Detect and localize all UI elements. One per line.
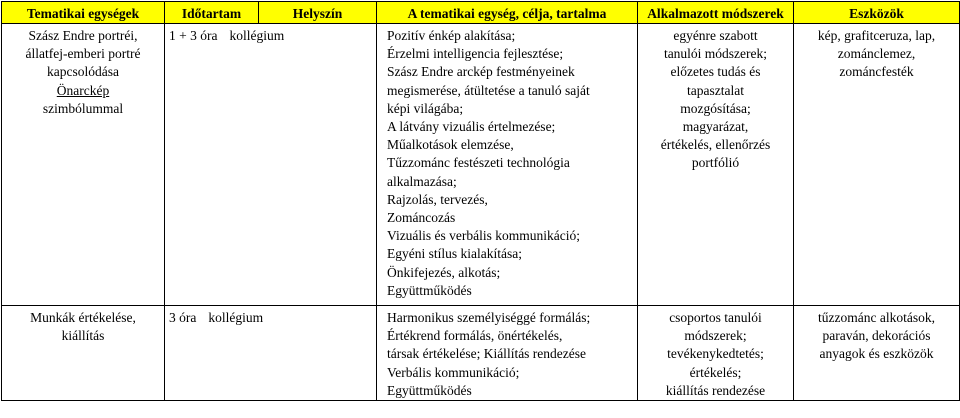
cell-duration-place <box>165 306 377 401</box>
unit-line: Szász Endre portréi, <box>28 28 138 43</box>
cell-methods <box>638 24 794 306</box>
header-duration: Időtartam <box>165 2 259 24</box>
tools-line: tűzzománc alkotások, <box>818 310 935 325</box>
unit-line: Munkák értékelése, <box>30 310 136 325</box>
curriculum-table <box>1 1 960 401</box>
unit-line: állatfej-emberi portré <box>25 46 141 62</box>
header-place: Helyszín <box>259 2 377 24</box>
methods-line: egyénre szabott <box>673 28 758 43</box>
tools-line: paraván, dekorációs <box>822 328 931 344</box>
methods-line: módszerek; <box>684 328 747 344</box>
content-line: Zománcozás <box>387 210 456 226</box>
content-line: alkalmazása; <box>387 173 457 189</box>
place-value: kollégium <box>208 310 264 325</box>
tools-line: zománclemez, <box>837 46 916 62</box>
content-line: Egyéni stílus kialakítása; <box>387 246 522 262</box>
content-line: Önkifejezés, alkotás; <box>387 264 501 280</box>
unit-line: kapcsolódása <box>47 64 119 80</box>
duration-value: 1 + 3 óra <box>169 28 218 43</box>
content-line: Vizuális és verbális kommunikáció; <box>387 228 581 244</box>
table-row <box>2 24 960 306</box>
content-line: Verbális kommunikáció; <box>387 364 520 380</box>
cell-unit <box>2 306 165 401</box>
cell-duration-place <box>165 24 377 306</box>
methods-line: magyarázat, <box>682 119 749 135</box>
cell-content <box>377 24 638 306</box>
content-line: Értékrend formálás, önértékelés, <box>387 328 563 344</box>
tools-line: zománcfesték <box>839 64 914 80</box>
content-line: Szász Endre arckép festményeinek <box>387 64 575 80</box>
content-line: Tűzzománc festészeti technológia <box>387 155 570 171</box>
methods-line: tanulói módszerek; <box>663 46 768 62</box>
content-line: Együttműködés <box>387 282 472 298</box>
cell-tools <box>794 24 960 306</box>
methods-line: tevékenykedtetés; <box>667 346 764 362</box>
content-line: Pozitív énkép alakítása; <box>387 28 516 43</box>
methods-line: mozgósítása; <box>680 100 751 116</box>
header-tools: Eszközök <box>794 2 960 24</box>
methods-line: tapasztalat <box>687 82 744 98</box>
content-line: Harmonikus személyiséggé formálás; <box>387 310 591 325</box>
header-methods: Alkalmazott módszerek <box>638 2 794 24</box>
duration-value: 3 óra <box>169 310 197 325</box>
unit-line: Önarckép <box>56 82 110 98</box>
content-line: társak értékelése; Kiállítás rendezése <box>387 346 587 362</box>
content-line: Műalkotások elemzése, <box>387 137 514 153</box>
cell-unit <box>2 24 165 306</box>
header-units: Tematikai egységek <box>2 2 165 24</box>
header-row <box>2 2 960 24</box>
methods-line: kiállítás rendezése <box>665 382 766 398</box>
tools-line: anyagok és eszközök <box>819 346 934 362</box>
content-line: Érzelmi intelligencia fejlesztése; <box>387 46 564 62</box>
content-line: Rajzolás, tervezés, <box>387 191 488 207</box>
unit-line: szimbólummal <box>42 100 124 116</box>
content-line: Együttműködés <box>387 382 472 398</box>
tools-line: kép, grafitceruza, lap, <box>817 28 936 43</box>
methods-line: értékelés, ellenőrzés <box>660 137 771 153</box>
unit-line: kiállítás <box>61 328 105 344</box>
methods-line: értékelés; <box>689 364 742 380</box>
place-value: kollégium <box>229 28 285 43</box>
cell-tools <box>794 306 960 401</box>
methods-line: előzetes tudás és <box>670 64 761 80</box>
table-row <box>2 306 960 401</box>
cell-methods <box>638 306 794 401</box>
content-line: A látvány vizuális értelmezése; <box>387 119 556 135</box>
methods-line: csoportos tanulói <box>669 310 762 325</box>
methods-line: portfólió <box>691 155 740 171</box>
header-content: A tematikai egység, célja, tartalma <box>377 2 638 24</box>
content-line: képi világába; <box>387 100 464 116</box>
content-line: megismerése, átültetése a tanuló saját <box>387 82 590 98</box>
cell-content <box>377 306 638 401</box>
